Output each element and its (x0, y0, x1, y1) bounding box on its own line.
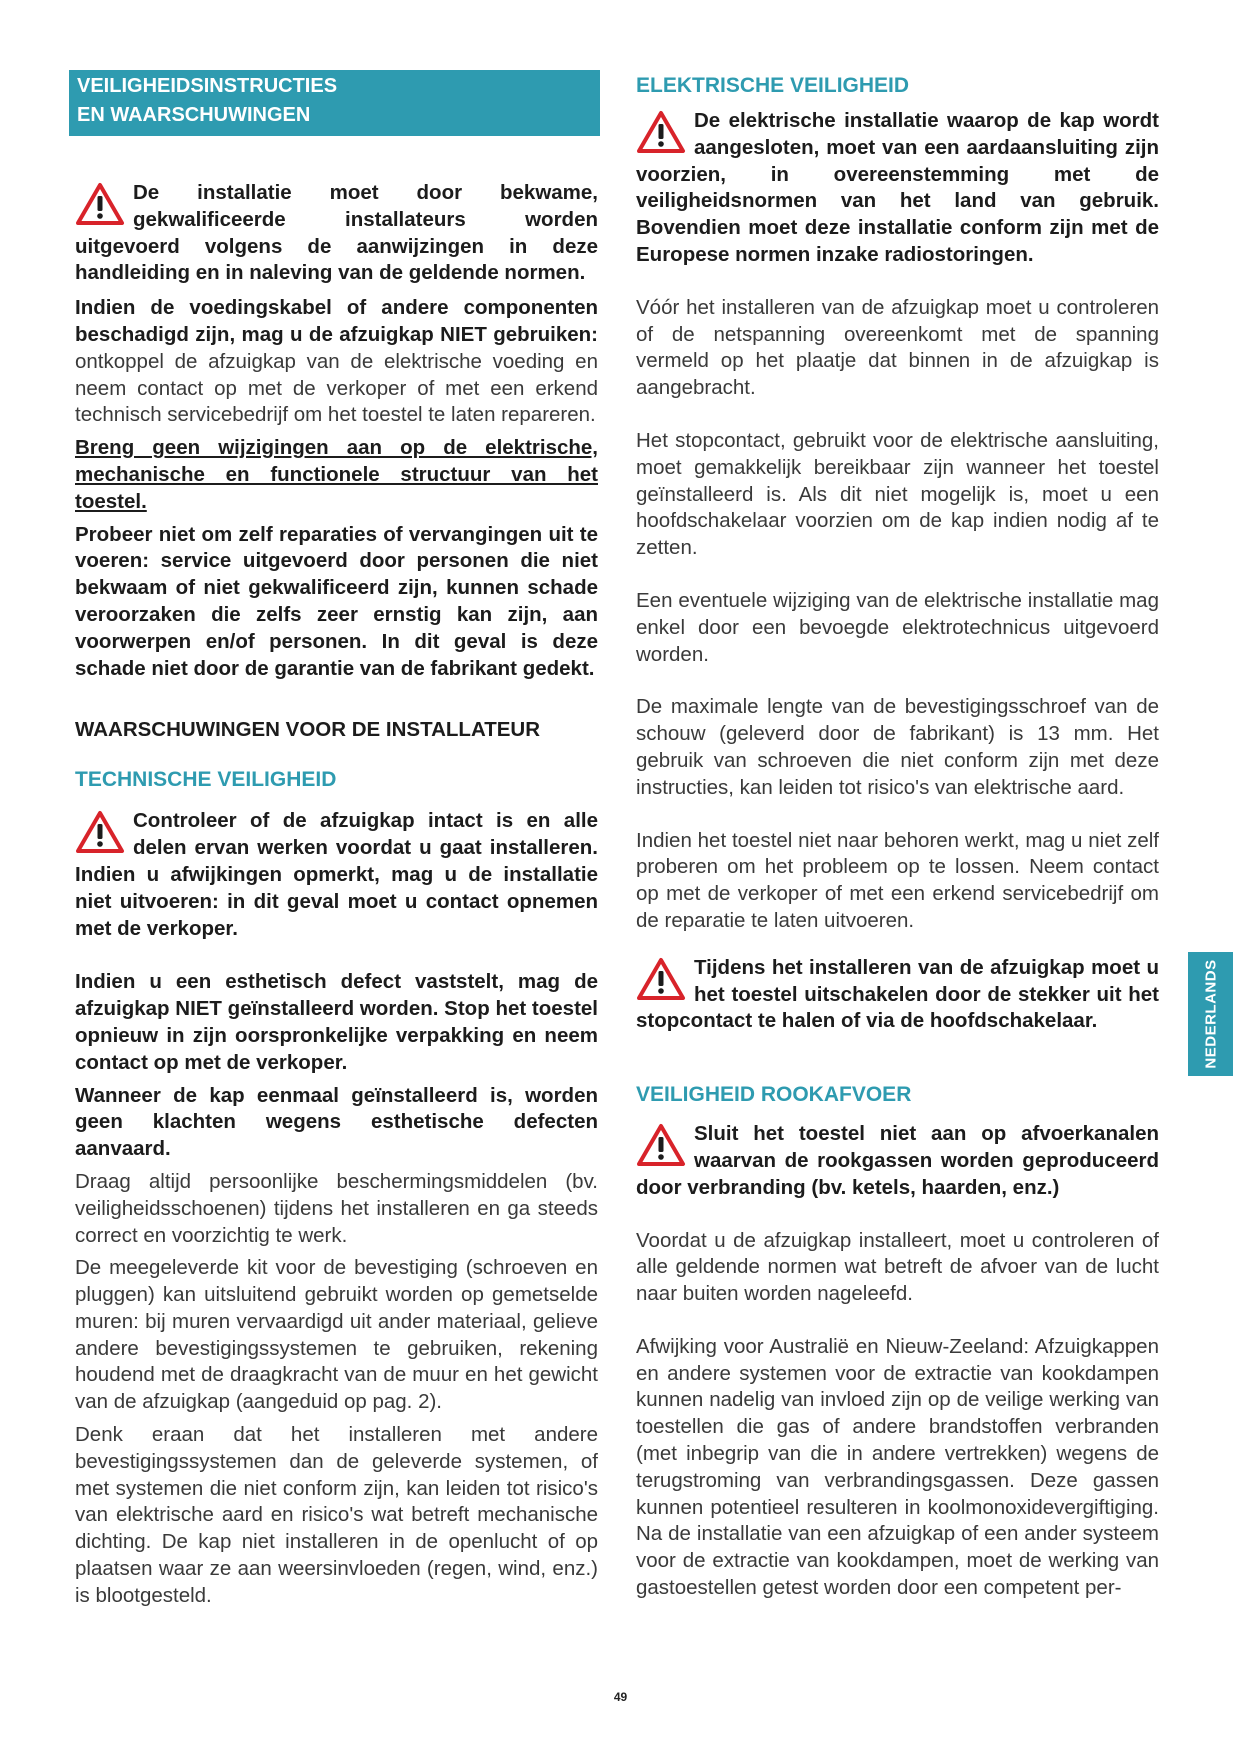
warning-text: Tijdens het installeren van de afzuigkap moet u het toestel uitschakelen door de stekker uit het stopcontact te halen of via de hoofdschakelaar. (636, 955, 1159, 1033)
protective-gear-paragraph: Draag altijd persoonlijke beschermingsmiddelen (bv. veiligheidsschoenen) tijdens het installeren en ga steeds correct en voorzichtig te werk. (75, 1169, 598, 1247)
cable-damage-paragraph (75, 295, 598, 429)
warning-triangle-icon (75, 182, 125, 226)
warning-triangle-icon (636, 957, 686, 1001)
screw-length-paragraph: De maximale lengte van de bevestigingsschroef van de schouw (geleverd door de fabrikant) is 13 mm. Het gebruik van schroeven die niet conform zijn met deze instructies, kan leiden tot risico's van elektrische aard. (636, 695, 1159, 799)
electrical-safety-heading: ELEKTRISCHE VEILIGHEID (636, 74, 910, 97)
voltage-check-paragraph: Vóór het installeren van de afzuigkap moet u controleren of de netspanning overeenkomt met de spanning vermeld op het plaatje dat binnen in de afzuigkap is aangebracht. (636, 295, 1159, 400)
aesthetic-defect-paragraph: Indien u een esthetisch defect vaststelt, mag de afzuigkap NIET geïnstalleerd worden. Stop het toestel opnieuw in zijn oorspronkelijke verpakking en neem contact op met de verkoper. (75, 970, 598, 1074)
warning-block-electrical (636, 108, 1159, 269)
section-title-line1: VEILIGHEIDSINSTRUCTIES (77, 75, 338, 97)
no-modifications-paragraph: Breng geen wijzigingen aan op de elektrische, mechanische en functionele structuur van het toestel. (75, 436, 598, 513)
warning-block-technical (75, 808, 598, 942)
right-column (636, 70, 1159, 1602)
malfunction-paragraph: Indien het toestel niet naar behoren werkt, mag u niet zelf proberen om het probleem op te lossen. Neem contact op met de verkoper of met een erkend servicebedrijf om de reparatie te laten uitvoeren. (636, 828, 1159, 932)
socket-paragraph: Het stopcontact, gebruikt voor de elektrische aansluiting, moet gemakkelijk bereikbaar zijn wanneer het toestel geïnstalleerd is. Als dit niet mogelijk is, moet u een hoofdschakelaar voorzien om de kap indien nodig af te zetten. (636, 428, 1159, 560)
warning-triangle-icon (636, 110, 686, 154)
installer-heading: WAARSCHUWINGEN VOOR DE INSTALLATEUR (75, 718, 541, 742)
cable-damage-bold: Indien de voedingskabel of andere componenten beschadigd zijn, mag u de afzuigkap NIET gebruiken: (75, 296, 598, 346)
warning-block-installer (75, 180, 598, 287)
page-number: 49 (613, 1690, 628, 1704)
section-title-line2: EN WAARSCHUWINGEN (77, 104, 311, 126)
language-label: NEDERLANDS (1202, 959, 1219, 1069)
no-repairs-paragraph: Probeer niet om zelf reparaties of vervangingen uit te voeren: service uitgevoerd door personen die niet bekwaam of niet gekwalificeerd zijn, kunnen schade veroorzaken die zelfs zeer ernstig kan zijn, aan voorwerpen en/of personen. In dit geval is deze schade niet door de garantie van de fabrikant gedekt. (75, 522, 598, 680)
warning-triangle-icon (75, 810, 125, 854)
cable-damage-light: ontkoppel de afzuigkap van de elektrische voeding en neem contact op met de verkoper of met een erkend technisch servicebedrijf om het toestel te laten repareren. (75, 349, 598, 427)
language-side-tab (1188, 952, 1233, 1076)
no-complaints-paragraph: Wanneer de kap eenmaal geïnstalleerd is, worden geen klachten wegens esthetische defecten aanvaard. (75, 1083, 598, 1161)
section-title-box (69, 70, 600, 136)
other-fixing-systems-paragraph: Denk eraan dat het installeren met andere bevestigingssystemen dan de geleverde systemen, of met systemen die niet conform zijn, kan leiden tot risico's van elektrische aard en risico's wat betreft mechanische dichting. De kap niet installeren in de openlucht of op plaatsen waar ze aan weersinvloeden (regen, wind, enz.) is blootgesteld. (75, 1423, 598, 1607)
electrician-paragraph: Een eventuele wijziging van de elektrische installatie mag enkel door een bevoegde elektrotechnicus uitgevoerd worden. (636, 588, 1159, 666)
warning-block-smoke (636, 1121, 1159, 1201)
fixing-kit-paragraph: De meegeleverde kit voor de bevestiging (schroeven en pluggen) kan uitsluitend gebruikt worden op gemetselde muren: bij muren vervaardigd uit ander materiaal, gelieve andere bevestigingssystemen te gebruiken, rekening houdend met de draagkracht van de muur en het gewicht van de afzuigkap (aangeduid op pag. 2). (75, 1256, 598, 1414)
warning-text: Controleer of de afzuigkap intact is en alle delen ervan werken voordat u gaat installeren. Indien u afwijkingen opmerkt, mag u de installatie niet uitvoeren: in dit geval moet u contact opnemen met de verkoper. (75, 809, 598, 940)
smoke-safety-heading: VEILIGHEID ROOKAFVOER (636, 1083, 912, 1107)
warning-text: De installatie moet door bekwame, gekwalificeerde installateurs worden uitgevoerd volgens de aanwijzingen in deze handleiding en in naleving van de geldende normen. (75, 181, 598, 285)
warning-text: Sluit het toestel niet aan op afvoerkanalen waarvan de rookgassen worden geproduceerd door verbranding (bv. ketels, haarden, enz.) (636, 1122, 1159, 1199)
air-discharge-paragraph: Voordat u de afzuigkap installeert, moet u controleren of alle geldende normen wat betreft de afvoer van de lucht naar buiten worden nageleefd. (636, 1228, 1159, 1306)
technical-safety-heading: TECHNISCHE VEILIGHEID (75, 768, 337, 792)
australia-nz-paragraph: Afwijking voor Australië en Nieuw-Zeeland: Afzuigkappen en andere systemen voor de extractie van kookdampen kunnen nadelig van invloed zijn op de veilige werking van toestellen die gas of andere brandstoffen verbranden (met inbegrip van die in andere vertrekken) wegens de terugstroming van verbrandingsgassen. Deze gassen kunnen potentieel resulteren in koolmonoxidevergiftiging. Na de installatie van een afzuigkap of een ander systeem voor de extractie van kookdampen, moet de werking van gastoestellen getest worden door een competent per- (636, 1334, 1159, 1600)
warning-block-unplug (636, 955, 1159, 1035)
warning-text: De elektrische installatie waarop de kap wordt aangesloten, moet van een aardaansluiting zijn voorzien, in overeenstemming met de veiligheidsnormen van het land van gebruik. Bovendien moet deze installatie conform zijn met de Europese normen inzake radiostoringen. (636, 109, 1159, 266)
warning-triangle-icon (636, 1123, 686, 1167)
left-column (75, 70, 598, 1610)
